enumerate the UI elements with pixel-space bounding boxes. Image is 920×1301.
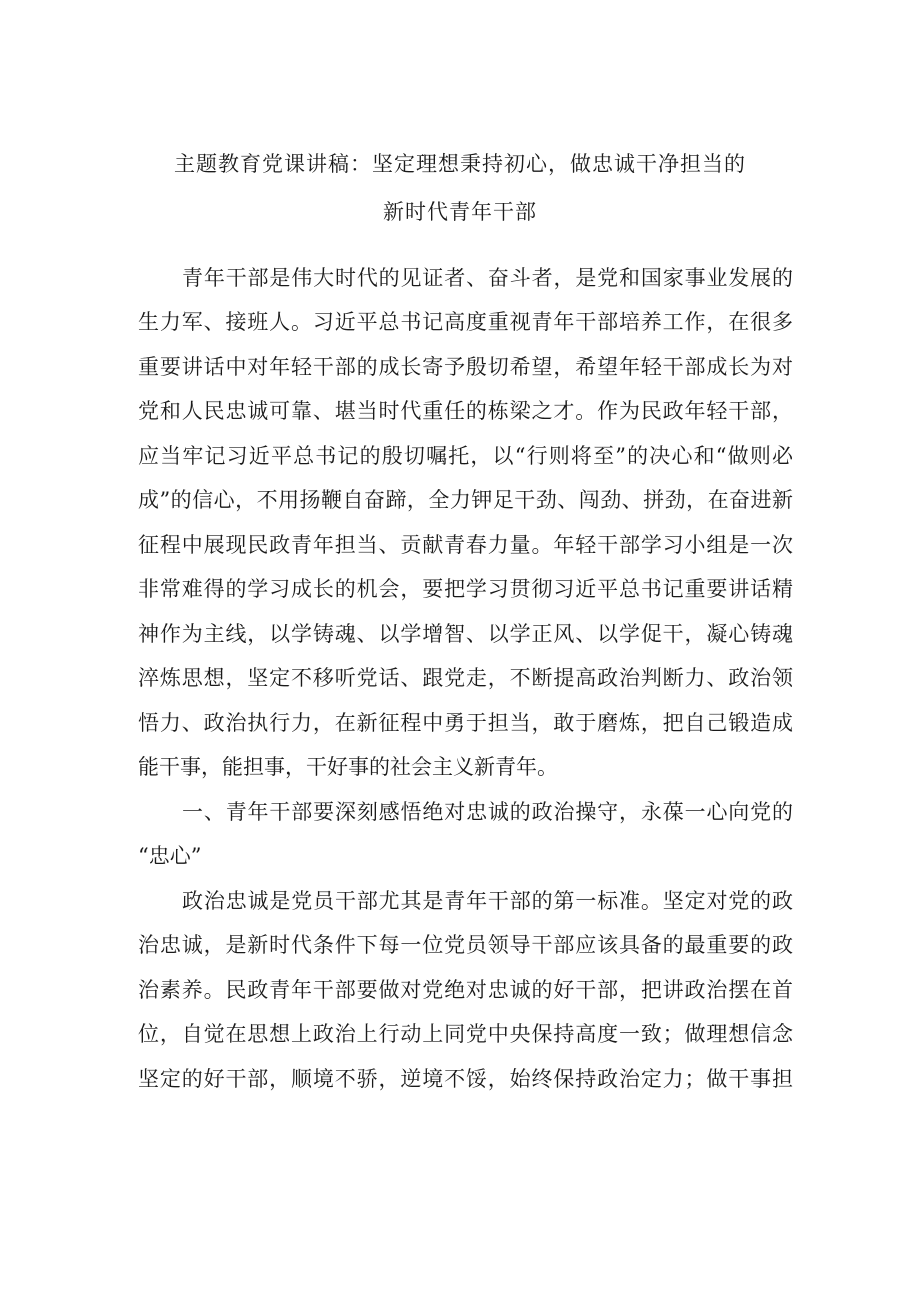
paragraph-1-line: 党和人民忠诚可靠、堪当时代重任的栋梁之才。作为民政年轻干部， xyxy=(138,399,793,423)
paragraph-1-line: 成”的信心，不用扬鞭自奋蹄，全力钾足干劲、闯劲、拼劲，在奋进新 xyxy=(138,488,793,512)
document-title-line-1: 主题教育党课讲稿：坚定理想秉持初心，做忠诚干净担当的 xyxy=(174,152,746,176)
paragraph-1-line: 征程中展现民政青年担当、贡献青春力量。年轻干部学习小组是一次 xyxy=(138,533,793,557)
paragraph-2-line: 位，自觉在思想上政治上行动上同党中央保持高度一致；做理想信念 xyxy=(138,1022,793,1046)
paragraph-1-line: 神作为主线，以学铸魂、以学增智、以学正风、以学促干，凝心铸魂 xyxy=(138,622,793,646)
paragraph-2-line: 政治忠诚是党员干部尤其是青年干部的第一标准。坚定对党的政 xyxy=(182,889,793,913)
paragraph-1-line: 青年干部是伟大时代的见证者、奋斗者，是党和国家事业发展的 xyxy=(182,266,793,290)
paragraph-2-line: 治素养。民政青年干部要做对党绝对忠诚的好干部，把讲政治摆在首 xyxy=(138,978,793,1002)
section-heading-line: “忠心” xyxy=(138,844,202,868)
paragraph-2-line: 治忠诚，是新时代条件下每一位党员领导干部应该具备的最重要的政 xyxy=(138,933,793,957)
paragraph-1-line: 悟力、政治执行力，在新征程中勇于担当，敢于磨炼，把自己锻造成 xyxy=(138,711,793,735)
section-heading-line: 一、青年干部要深刻感悟绝对忠诚的政治操守，永葆一心向党的 xyxy=(182,800,793,824)
document-title-line-2: 新时代青年干部 xyxy=(383,200,537,224)
paragraph-1-line: 应当牢记习近平总书记的殷切嘱托，以“行则将至”的决心和“做则必 xyxy=(138,444,793,468)
paragraph-2-line: 坚定的好干部，顺境不骄，逆境不馁，始终保持政治定力；做干事担 xyxy=(138,1067,793,1091)
paragraph-1-line: 淬炼思想，坚定不移听党话、跟党走，不断提高政治判断力、政治领 xyxy=(138,666,793,690)
paragraph-1-line: 生力军、接班人。习近平总书记高度重视青年干部培养工作，在很多 xyxy=(138,310,793,334)
paragraph-1-line: 能干事，能担事，干好事的社会主义新青年。 xyxy=(138,755,558,779)
paragraph-1-line: 重要讲话中对年轻干部的成长寄予殷切希望，希望年轻干部成长为对 xyxy=(138,355,793,379)
paragraph-1-line: 非常难得的学习成长的机会，要把学习贯彻习近平总书记重要讲话精 xyxy=(138,577,793,601)
